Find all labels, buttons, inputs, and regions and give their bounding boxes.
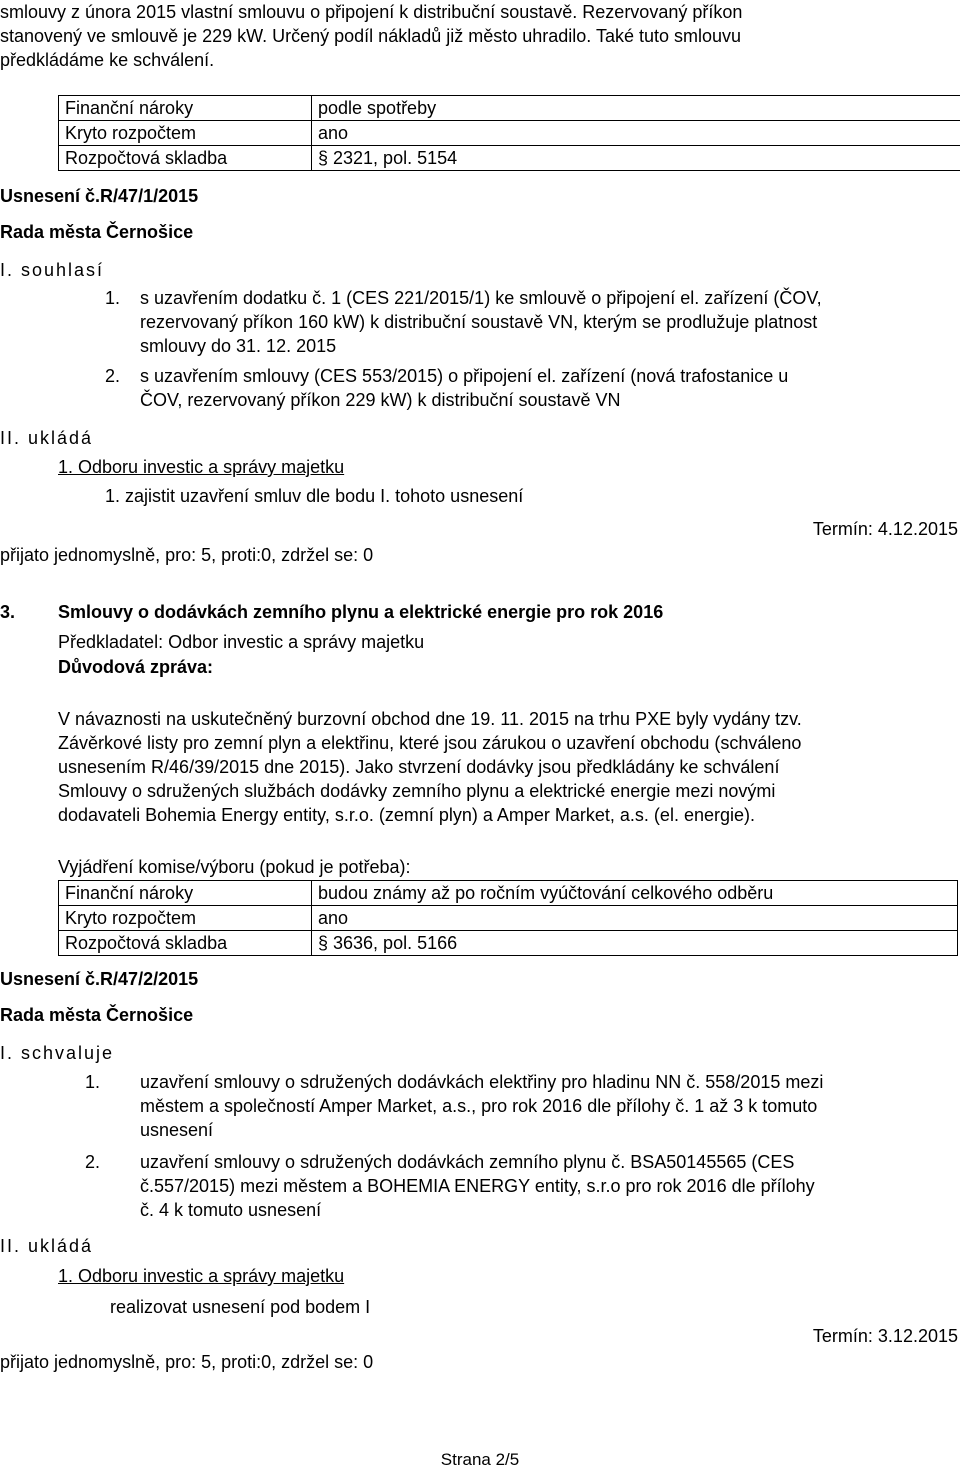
list-item-line: smlouvy do 31. 12. 2015	[140, 334, 958, 358]
budget-value: budou známy až po ročním vyúčtování celkového odběru	[312, 881, 958, 906]
agenda-number: 3.	[0, 600, 15, 624]
report-paragraph	[58, 707, 958, 827]
budget-table-1	[58, 95, 960, 171]
page-number: Strana 2/5	[0, 1448, 960, 1472]
budget-label: Rozpočtová skladba	[59, 931, 312, 956]
intro-line-2: stanovený ve smlouvě je 229 kW. Určený podíl nákladů již město uhradilo. Také tuto smlouvu	[0, 24, 741, 48]
list-item-line: městem a společností Amper Market, a.s., pro rok 2016 dle přílohy č. 1 až 3 k tomuto	[140, 1094, 958, 1118]
section-title: I. schvaluje	[0, 1041, 114, 1065]
agenda-title: Smlouvy o dodávkách zemního plynu a elektrické energie pro rok 2016	[58, 600, 663, 624]
list-item-line: č. 4 k tomuto usnesení	[140, 1198, 958, 1222]
department-name: 1. Odboru investic a správy majetku	[58, 1264, 344, 1288]
list-item-line: s uzavřením smlouvy (CES 553/2015) o připojení el. zařízení (nová trafostanice u	[140, 364, 958, 388]
presenter: Předkladatel: Odbor investic a správy majetku	[58, 630, 424, 654]
council-name: Rada města Černošice	[0, 220, 193, 244]
vote-result: přijato jednomyslně, pro: 5, proti:0, zdržel se: 0	[0, 543, 373, 567]
list-item-line: rezervovaný příkon 160 kW) k distribuční soustavě VN, kterým se prodlužuje platnost	[140, 310, 958, 334]
list-item-number: 2.	[105, 364, 120, 388]
list-item-number: 1.	[105, 286, 120, 310]
list-item-line: usnesení	[140, 1118, 958, 1142]
table-row	[59, 146, 960, 171]
report-line: dodavateli Bohemia Energy entity, s.r.o. (zemní plyn) a Amper Market, a.s. (el. energie).	[58, 803, 958, 827]
section-title: II. ukládá	[0, 426, 93, 450]
section-title: II. ukládá	[0, 1234, 93, 1258]
list-item-line: č.557/2015) mezi městem a BOHEMIA ENERGY entity, s.r.o pro rok 2016 dle přílohy	[140, 1174, 958, 1198]
table-row	[59, 931, 958, 956]
deadline: Termín: 4.12.2015	[813, 517, 958, 541]
budget-label: Finanční nároky	[59, 96, 312, 121]
department-name: 1. Odboru investic a správy majetku	[58, 455, 344, 479]
budget-label: Finanční nároky	[59, 881, 312, 906]
list-item-line: uzavření smlouvy o sdružených dodávkách elektřiny pro hladinu NN č. 558/2015 mezi	[140, 1070, 958, 1094]
resolution-number: Usnesení č.R/47/1/2015	[0, 184, 198, 208]
budget-table-2	[58, 880, 958, 956]
report-line: Smlouvy o sdružených službách dodávky zemního plynu a elektrické energie mezi novými	[58, 779, 958, 803]
list-item-line: s uzavřením dodatku č. 1 (CES 221/2015/1) ke smlouvě o připojení el. zařízení (ČOV,	[140, 286, 958, 310]
list-item	[140, 364, 958, 412]
report-line: Závěrkové listy pro zemní plyn a elektřinu, které jsou zárukou o uzavření obchodu (schváleno	[58, 731, 958, 755]
list-item	[140, 1070, 958, 1142]
intro-line-1: smlouvy z února 2015 vlastní smlouvu o připojení k distribuční soustavě. Rezervovaný příkon	[0, 0, 742, 24]
list-item-number: 2.	[85, 1150, 100, 1174]
budget-value: ano	[312, 906, 958, 931]
budget-value: § 2321, pol. 5154	[312, 146, 960, 171]
budget-label: Rozpočtová skladba	[59, 146, 312, 171]
task-text: realizovat usnesení pod bodem I	[110, 1295, 370, 1319]
council-name: Rada města Černošice	[0, 1003, 193, 1027]
table-row	[59, 881, 958, 906]
table-row	[59, 121, 960, 146]
budget-value: ano	[312, 121, 960, 146]
resolution-number: Usnesení č.R/47/2/2015	[0, 967, 198, 991]
task-text: 1. zajistit uzavření smluv dle bodu I. tohoto usnesení	[105, 484, 523, 508]
list-item	[140, 1150, 958, 1222]
budget-label: Kryto rozpočtem	[59, 121, 312, 146]
table-row	[59, 96, 960, 121]
report-title: Důvodová zpráva:	[58, 655, 213, 679]
list-item	[140, 286, 958, 358]
table-row	[59, 906, 958, 931]
budget-value: § 3636, pol. 5166	[312, 931, 958, 956]
list-item-line: ČOV, rezervovaný příkon 229 kW) k distribuční soustavě VN	[140, 388, 958, 412]
section-title: I. souhlasí	[0, 258, 104, 282]
intro-line-3: předkládáme ke schválení.	[0, 48, 214, 72]
list-item-number: 1.	[85, 1070, 100, 1094]
budget-label: Kryto rozpočtem	[59, 906, 312, 931]
list-item-line: uzavření smlouvy o sdružených dodávkách zemního plynu č. BSA50145565 (CES	[140, 1150, 958, 1174]
vote-result: přijato jednomyslně, pro: 5, proti:0, zdržel se: 0	[0, 1350, 373, 1374]
deadline: Termín: 3.12.2015	[813, 1324, 958, 1348]
report-line: usnesením R/46/39/2015 dne 2015). Jako stvrzení dodávky jsou předkládány ke schválení	[58, 755, 958, 779]
budget-value: podle spotřeby	[312, 96, 960, 121]
report-line: V návaznosti na uskutečněný burzovní obchod dne 19. 11. 2015 na trhu PXE byly vydány tzv.	[58, 707, 958, 731]
committee-opinion: Vyjádření komise/výboru (pokud je potřeba):	[58, 855, 411, 879]
